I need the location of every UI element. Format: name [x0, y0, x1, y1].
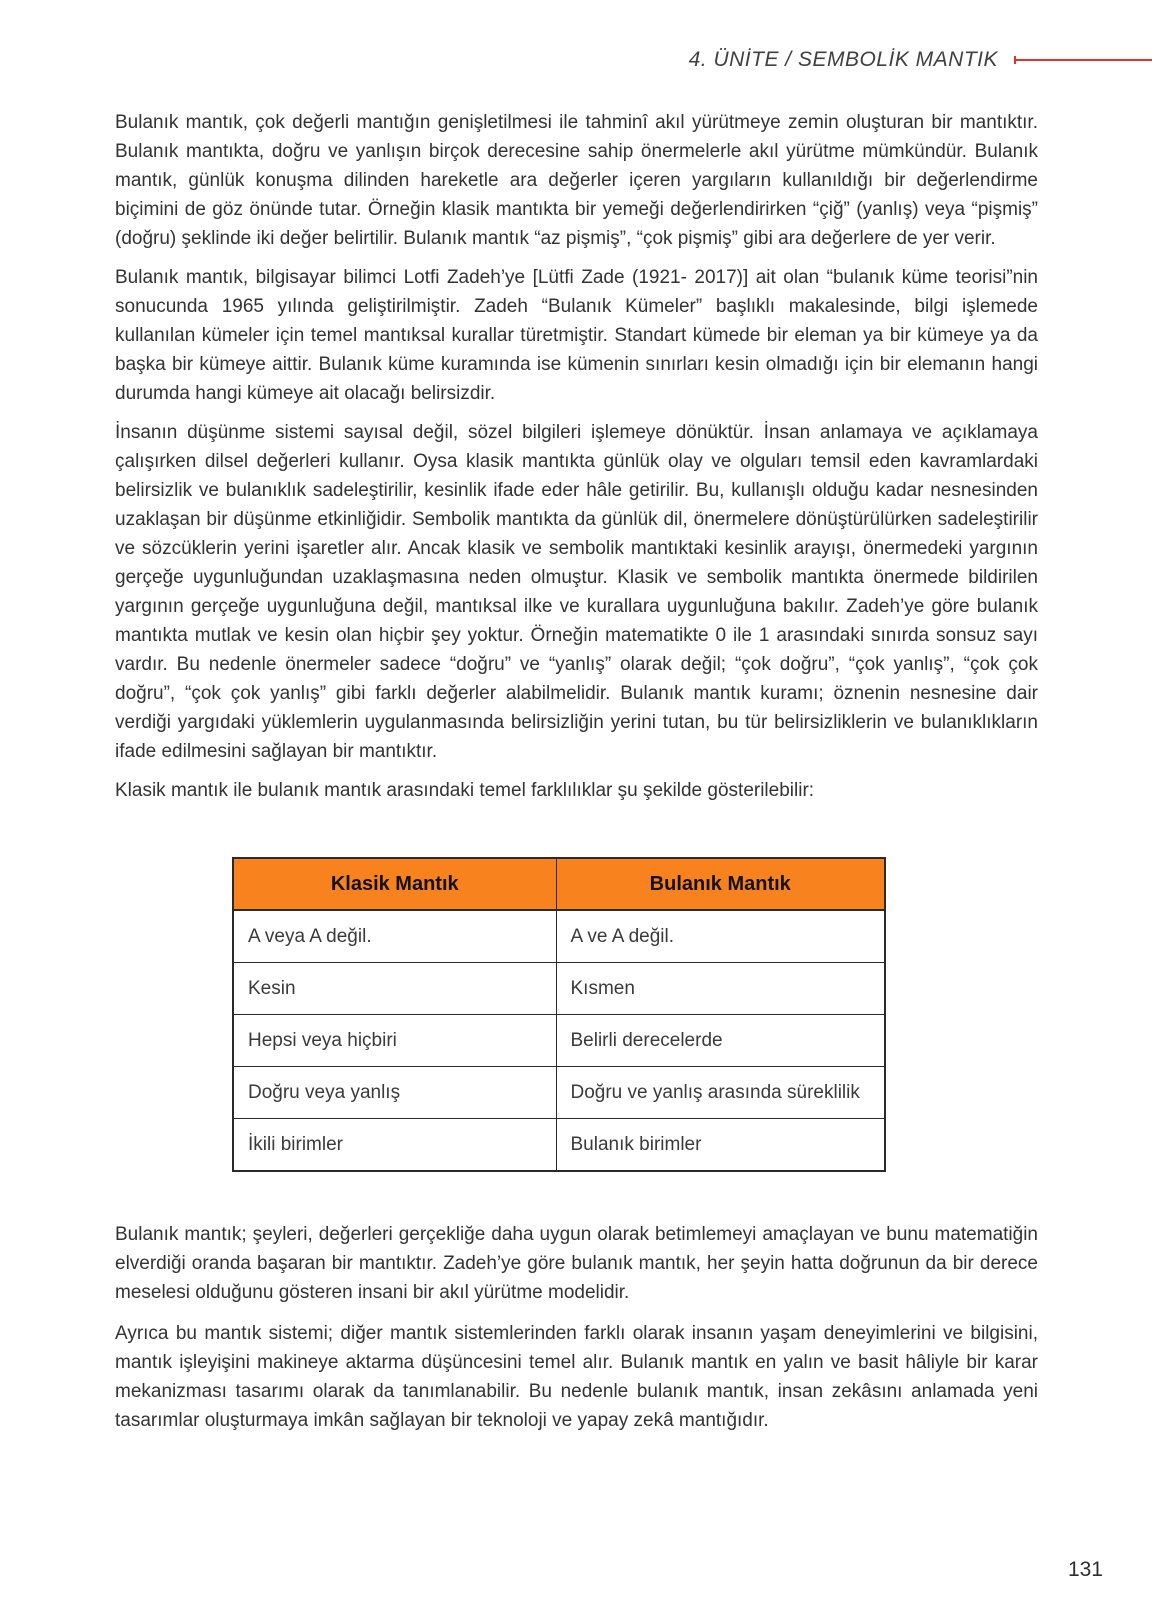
classic-vs-fuzzy-table — [232, 857, 886, 1172]
page-number: 131 — [1067, 1558, 1103, 1581]
table-cell: A ve A değil. — [556, 910, 885, 963]
red-rule-bar — [1014, 59, 1152, 61]
table-row — [233, 1015, 885, 1067]
table-cell: Doğru ve yanlış arasında süreklilik — [556, 1067, 885, 1119]
table-header-fuzzy: Bulanık Mantık — [556, 858, 885, 910]
table-cell: Bulanık birimler — [556, 1119, 885, 1172]
after-table-content — [115, 1220, 1038, 1435]
paragraph-table-lead-in: Klasik mantık ile bulanık mantık arasındaki temel farklılıklar şu şekilde gösterilebilir: — [115, 780, 815, 801]
table-cell: A veya A değil. — [233, 910, 556, 963]
table-cell: Kesin — [233, 963, 556, 1015]
paragraph-human-thinking: İnsanın düşünme sistemi sayısal değil, sözel bilgileri işlemeye dönüktür. İnsan anlamaya ve açıklamaya çalışırken dilsel değerleri kullanır. Oysa klasik mantıkta günlük olay ve olguları temsil eden kavramlardaki belirsizlik ve bulanıklık sadeleştirilir, kesinlik ifade eder hâle getirilir. Bu, kullanışlı olduğu kadar nesnesinden uzaklaşan bir düşünme etkinliğidir. Sembolik mantıkta da günlük dil, önermelere dönüştürülürken sadeleştirilir ve sözcüklerin yerini işaretler alır. Ancak klasik ve sembolik mantıktaki kesinlik arayışı, önermedeki yargının gerçeğe uygunluğundan uzaklaşmasına neden olmuştur. Klasik ve sembolik mantıkta önermede bildirilen yargının gerçeğe uygunluğuna değil, mantıksal ilke ve kurallara uygunluğuna bakılır. Zadeh’ye göre bulanık mantıkta mutlak ve kesin olan hiçbir şey yoktur. Örneğin matematikte 0 ile 1 arasındaki sınırda sonsuz sayı vardır. Bu nedenle önermeler sadece “doğru” ve “yanlış” olarak değil; “çok doğru”, “çok yanlış”, “çok çok doğru”, “çok çok yanlış” gibi farklı değerler alabilmelidir. Bulanık mantık kuramı; öznenin nesnesine dair verdiği yargıdaki yüklemlerin uygulanmasında belirsizliğin yerini tutan, bu tür belirsizliklerin ve bulanıklıkların ifade edilmesini sağlayan bir mantıktır. — [115, 422, 1038, 762]
table-cell: Hepsi veya hiçbiri — [233, 1015, 556, 1067]
table-cell: Kısmen — [556, 963, 885, 1015]
table-row — [233, 1119, 885, 1172]
paragraph-zadeh-history: Bulanık mantık, bilgisayar bilimci Lotfi Zadeh’ye [Lütfi Zade (1921- 2017)] ait olan “bulanık küme teorisi”nin sonucunda 1965 yılında geliştirilmiştir. Zadeh “Bulanık Kümeler” başlıklı makalesinde, bilgi işlemede kullanılan kümeler için temel mantıksal kurallar türetmiştir. Standart kümede bir eleman ya bir kümeye ya da başka bir kümeye aittir. Bulanık küme kuramında ise kümenin sınırları kesin olmadığı için bir elemanın hangi durumda hangi kümeye ait olacağı belirsizdir. — [115, 267, 1038, 404]
paragraph-fuzzy-ai: Ayrıca bu mantık sistemi; diğer mantık sistemlerinden farklı olarak insanın yaşam deneyimlerini ve bilgisini, mantık işleyişini makineye aktarma düşüncesini temel alır. Bulanık mantık en yalın ve basit hâliyle bir karar mekanizması tasarımı olarak da tanımlanabilir. Bu nedenle bulanık mantık, insan zekâsını anlamada yeni tasarımlar oluşturmaya imkân sağlayan bir teknoloji ve yapay zekâ mantığıdır. — [115, 1323, 1038, 1431]
table-row — [233, 910, 885, 963]
table-row — [233, 963, 885, 1015]
table-header-classic: Klasik Mantık — [233, 858, 556, 910]
table-cell: Belirli derecelerde — [556, 1015, 885, 1067]
unit-title: 4. ÜNİTE / SEMBOLİK MANTIK — [688, 48, 998, 71]
comparison-table-wrap — [232, 857, 884, 1172]
page-header — [0, 48, 1152, 72]
red-rule-line — [1014, 55, 1152, 65]
body-content — [115, 108, 1038, 1447]
table-cell: Doğru veya yanlış — [233, 1067, 556, 1119]
paragraph-fuzzy-intro: Bulanık mantık, çok değerli mantığın genişletilmesi ile tahminî akıl yürütmeye zemin oluşturan bir mantıktır. Bulanık mantıkta, doğru ve yanlışın birçok derecesine sahip önermelerle akıl yürütme mümkündür. Bulanık mantık, günlük konuşma dilinden hareketle ara değerler içeren yargıların kullanıldığı bir değerlendirme biçimini de göz önünde tutar. Örneğin klasik mantıkta bir yemeği değerlendirirken “çiğ” (yanlış) veya “pişmiş” (doğru) şeklinde iki değer belirtilir. Bulanık mantık “az pişmiş”, “çok pişmiş” gibi ara değerlere de yer verir. — [115, 112, 1038, 249]
table-cell: İkili birimler — [233, 1119, 556, 1172]
paragraph-fuzzy-definition: Bulanık mantık; şeyleri, değerleri gerçekliğe daha uygun olarak betimlemeyi amaçlayan ve bunu matematiğin elverdiği oranda başaran bir mantıktır. Zadeh’ye göre bulanık mantık, her şeyin hatta doğrunun da bir derece meselesi olduğunu gösteren insani bir akıl yürütme modelidir. — [115, 1224, 1038, 1303]
table-row — [233, 1067, 885, 1119]
table-header-row — [233, 858, 885, 910]
